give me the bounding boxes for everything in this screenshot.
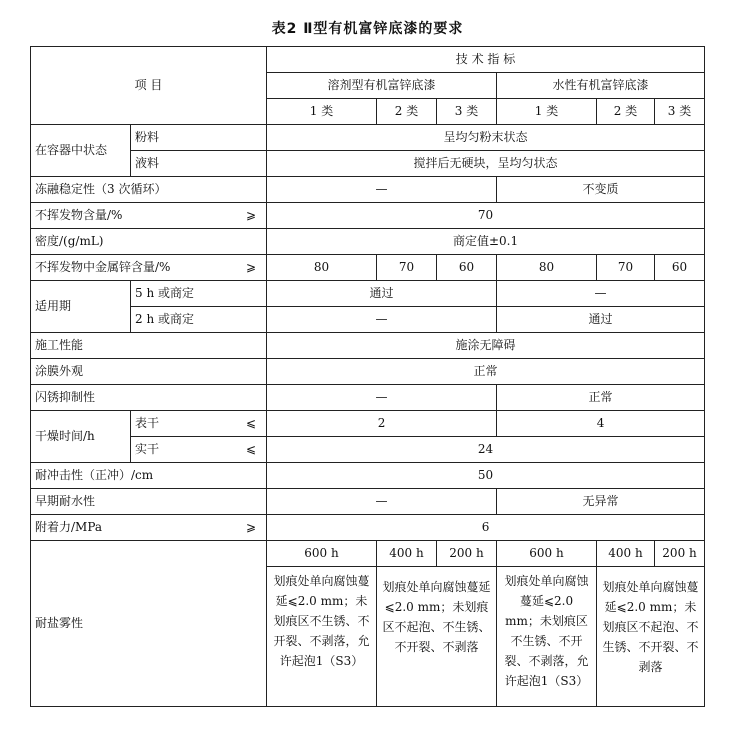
nonvol-value: 70 — [267, 203, 705, 229]
table-row — [31, 307, 705, 333]
header-class1-sol: 1 类 — [267, 99, 377, 125]
table-row — [31, 333, 705, 359]
requirements-table — [30, 46, 705, 707]
table-row — [31, 203, 705, 229]
pot5-solvent: 通过 — [267, 281, 497, 307]
pot2-solvent: — — [267, 307, 497, 333]
salt-water-600-text: 划痕处单向腐蚀蔓延⩽2.0 mm；未划痕区不生锈、不开裂、不剥落，允许起泡1（S3） — [497, 567, 597, 707]
adhesion-value: 6 — [267, 515, 705, 541]
early-water-solvent: — — [267, 489, 497, 515]
table-row — [31, 411, 705, 437]
adhesion-label: 附着力/MPa — [31, 515, 131, 541]
table-row — [31, 359, 705, 385]
apply-label: 施工性能 — [31, 333, 267, 359]
zinc-sol-1: 80 — [267, 255, 377, 281]
zinc-sol-3: 60 — [437, 255, 497, 281]
container-state-label: 在容器中状态 — [31, 125, 131, 177]
powder-label: 粉料 — [131, 125, 267, 151]
table-row — [31, 515, 705, 541]
table-row — [31, 229, 705, 255]
table-row — [31, 385, 705, 411]
salt-solvent-400-200-text: 划痕处单向腐蚀蔓延⩽2.0 mm；未划痕区不起泡、不生锈、不开裂、不剥落 — [377, 567, 497, 707]
early-water-label: 早期耐水性 — [31, 489, 267, 515]
zinc-water-1: 80 — [497, 255, 597, 281]
zinc-sol-2: 70 — [377, 255, 437, 281]
pot2-label: 2 h 或商定 — [131, 307, 267, 333]
appearance-value: 正常 — [267, 359, 705, 385]
table-row — [31, 151, 705, 177]
dry-time-label: 干燥时间/h — [31, 411, 131, 463]
pot5-water: — — [497, 281, 705, 307]
header-class3-sol: 3 类 — [437, 99, 497, 125]
header-tech: 技 术 指 标 — [267, 47, 705, 73]
zinc-label: 不挥发物中金属锌含量/% — [31, 255, 131, 281]
pot2-water: 通过 — [497, 307, 705, 333]
flash-solvent: — — [267, 385, 497, 411]
flash-water: 正常 — [497, 385, 705, 411]
salt-water-400-200-text: 划痕处单向腐蚀蔓延⩽2.0 mm；未划痕区不起泡、不生锈、不开裂、不剥落 — [597, 567, 705, 707]
nonvol-ge: ⩾ — [131, 203, 267, 229]
early-water-water: 无异常 — [497, 489, 705, 515]
header-class2-sol: 2 类 — [377, 99, 437, 125]
hard-dry-label: 实干 — [135, 442, 160, 456]
adhesion-ge: ⩾ — [131, 515, 267, 541]
header-row-1 — [31, 47, 705, 73]
salt-spray-label: 耐盐雾性 — [31, 541, 267, 707]
liquid-label: 液料 — [131, 151, 267, 177]
salt-hours-sol-200: 200 h — [437, 541, 497, 567]
salt-hours-water-600: 600 h — [497, 541, 597, 567]
potlife-label: 适用期 — [31, 281, 131, 333]
table-row — [31, 255, 705, 281]
surface-dry-cell — [131, 411, 267, 437]
salt-hours-sol-400: 400 h — [377, 541, 437, 567]
freeze-water: 不变质 — [497, 177, 705, 203]
zinc-water-2: 70 — [597, 255, 655, 281]
table-row — [31, 463, 705, 489]
header-class3-water: 3 类 — [655, 99, 705, 125]
table-row — [31, 489, 705, 515]
table-row — [31, 177, 705, 203]
salt-solvent-600-text: 划痕处单向腐蚀蔓延⩽2.0 mm；未划痕区不生锈、不开裂、不剥落，允许起泡1（S3） — [267, 567, 377, 707]
hard-dry-le: ⩽ — [245, 442, 257, 456]
zinc-ge: ⩾ — [131, 255, 267, 281]
apply-value: 施涂无障碍 — [267, 333, 705, 359]
table-row — [31, 437, 705, 463]
header-class1-water: 1 类 — [497, 99, 597, 125]
salt-hours-water-200: 200 h — [655, 541, 705, 567]
flash-label: 闪锈抑制性 — [31, 385, 267, 411]
hard-dry-value: 24 — [267, 437, 705, 463]
impact-value: 50 — [267, 463, 705, 489]
nonvol-label: 不挥发物含量/% — [31, 203, 131, 229]
salt-hours-sol-600: 600 h — [267, 541, 377, 567]
zinc-water-3: 60 — [655, 255, 705, 281]
table-row — [31, 125, 705, 151]
surface-dry-le: ⩽ — [245, 416, 257, 430]
header-class2-water: 2 类 — [597, 99, 655, 125]
surface-dry-water: 4 — [497, 411, 705, 437]
freeze-solvent: — — [267, 177, 497, 203]
salt-hours-water-400: 400 h — [597, 541, 655, 567]
impact-label: 耐冲击性（正冲）/cm — [31, 463, 267, 489]
surface-dry-label: 表干 — [135, 416, 160, 430]
table-title: 表2 Ⅱ型有机富锌底漆的要求 — [271, 21, 464, 37]
table-row — [31, 541, 705, 567]
powder-value: 呈均匀粉末状态 — [267, 125, 705, 151]
liquid-value: 搅拌后无硬块，呈均匀状态 — [267, 151, 705, 177]
density-label: 密度/(g/mL) — [31, 229, 267, 255]
surface-dry-solvent: 2 — [267, 411, 497, 437]
header-water: 水性有机富锌底漆 — [497, 73, 705, 99]
header-item: 项 目 — [31, 47, 267, 125]
pot5-label: 5 h 或商定 — [131, 281, 267, 307]
appearance-label: 涂膜外观 — [31, 359, 267, 385]
density-value: 商定值±0.1 — [267, 229, 705, 255]
table-row — [31, 281, 705, 307]
hard-dry-cell — [131, 437, 267, 463]
freeze-label: 冻融稳定性（3 次循环） — [31, 177, 267, 203]
header-solvent: 溶剂型有机富锌底漆 — [267, 73, 497, 99]
